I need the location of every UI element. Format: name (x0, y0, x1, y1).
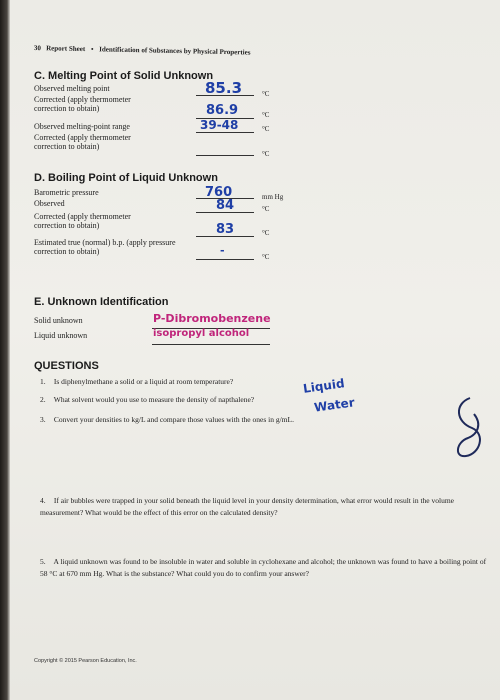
handwritten-squiggle-mark (448, 394, 488, 474)
row-label: Observed melting-point range (34, 122, 130, 131)
unit-label: °C (262, 111, 270, 119)
handwritten-value: 86.9 (206, 103, 239, 118)
handwritten-value: 84 (216, 198, 235, 213)
unit-label: °C (262, 229, 270, 237)
unit-label: mm Hg (262, 193, 284, 201)
section-d-title: D. Boiling Point of Liquid Unknown (34, 172, 218, 184)
row-label: Observed (34, 199, 65, 208)
unit-label: °C (262, 205, 270, 213)
answer-line[interactable] (196, 247, 254, 260)
row-label: Corrected (apply thermometer correction to obtain) (34, 133, 131, 151)
page-number: 30 (33, 44, 41, 53)
unit-label: °C (262, 90, 270, 98)
page-header: 30 Report Sheet • Identification of Substances by Physical Properties (33, 44, 251, 57)
row-label: Solid unknown (34, 316, 83, 325)
unit-label: °C (262, 125, 270, 133)
handwritten-value: 760 (205, 185, 233, 200)
question-5 (40, 556, 490, 580)
question-4 (40, 495, 490, 519)
handwritten-answer: Water (313, 395, 356, 415)
unit-label: °C (262, 253, 270, 261)
question-text: If air bubbles were trapped in your solid beneath the liquid level in your density determination, what error would result in the volume measurement? What would be the effect of this error on the calculated density? (40, 496, 454, 517)
answer-line[interactable] (196, 143, 254, 156)
question-3 (40, 414, 480, 425)
handwritten-value: - (220, 244, 225, 257)
handwritten-value: 83 (216, 222, 235, 237)
row-label: Estimated true (normal) b.p. (apply pressure correction to obtain) (34, 238, 176, 256)
question-text: What solvent would you use to measure the density of napthalene? (53, 395, 255, 404)
question-text: A liquid unknown was found to be insoluble in water and soluble in cyclohexane and alcohol; the unknown was found to have a boiling point of 58 °C at 670 mm Hg. What is the substance? What could you do to confirm your answer? (40, 557, 487, 578)
row-label: Observed melting point (34, 84, 110, 93)
section-c-title: C. Melting Point of Solid Unknown (34, 70, 214, 82)
questions-title: QUESTIONS (34, 360, 99, 372)
section-e-title: E. Unknown Identification (34, 296, 169, 308)
question-1 (40, 376, 480, 387)
question-text: Convert your densities to kg/L and compare those values with the ones in g/mL. (53, 415, 294, 424)
copyright-footer: Copyright © 2015 Pearson Education, Inc. (34, 658, 137, 664)
question-number: 3. (40, 415, 46, 424)
page-binding-edge (0, 0, 10, 700)
question-2 (40, 394, 480, 405)
row-label: Barometric pressure (34, 188, 99, 197)
row-label: Corrected (apply thermometer correction to obtain) (34, 95, 131, 113)
unit-label: °C (262, 150, 270, 158)
question-number: 2. (40, 395, 46, 404)
question-number: 4. (40, 496, 46, 505)
handwritten-answer: Liquid (302, 376, 346, 396)
row-label: Liquid unknown (34, 331, 88, 340)
row-label: Corrected (apply thermometer correction to obtain) (34, 212, 131, 230)
handwritten-value: 85.3 (205, 79, 243, 97)
report-sheet-label: Report Sheet (46, 44, 86, 54)
handwritten-value: isopropyl alcohol (153, 328, 250, 339)
question-text: Is diphenylmethane a solid or a liquid at room temperature? (53, 377, 234, 386)
header-title: Identification of Substances by Physical Properties (99, 45, 251, 57)
handwritten-value: 39-48 (200, 118, 239, 132)
handwritten-value: P-Dibromobenzene (153, 312, 271, 325)
question-number: 1. (40, 377, 46, 386)
question-number: 5. (40, 557, 46, 566)
